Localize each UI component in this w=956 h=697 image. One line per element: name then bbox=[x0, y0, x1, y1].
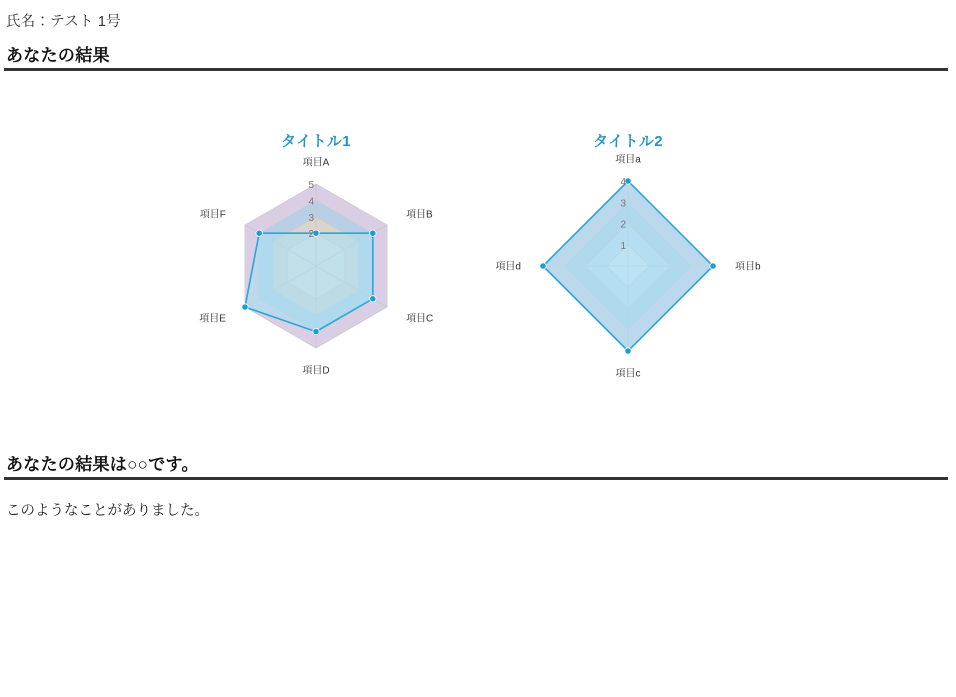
conclusion-title: あなたの結果は○○です。 bbox=[6, 455, 199, 474]
svg-text:3: 3 bbox=[620, 198, 626, 210]
page-title: あなたの結果 bbox=[6, 46, 110, 65]
divider-bottom bbox=[4, 477, 948, 480]
svg-text:項目B: 項目B bbox=[406, 209, 433, 221]
chart-1-canvas bbox=[156, 148, 476, 398]
svg-text:項目b: 項目b bbox=[735, 261, 761, 273]
chart-1-title: タイトル1 bbox=[280, 133, 352, 150]
svg-text:5: 5 bbox=[308, 180, 314, 191]
svg-text:項目F: 項目F bbox=[199, 209, 226, 221]
conclusion-body: このようなことがありました。 bbox=[6, 503, 209, 519]
divider-top bbox=[4, 68, 948, 71]
svg-text:4: 4 bbox=[620, 177, 626, 188]
svg-text:4: 4 bbox=[308, 196, 314, 208]
svg-text:項目E: 項目E bbox=[199, 313, 226, 325]
svg-text:2: 2 bbox=[308, 229, 314, 241]
svg-text:項目c: 項目c bbox=[615, 368, 641, 380]
svg-text:1: 1 bbox=[620, 240, 626, 252]
svg-text:項目D: 項目D bbox=[302, 365, 330, 377]
chart-2-title: タイトル2 bbox=[592, 133, 664, 150]
svg-text:項目A: 項目A bbox=[302, 157, 330, 169]
svg-text:項目a: 項目a bbox=[615, 154, 641, 166]
participant-name: 氏名：テスト 1号 bbox=[6, 14, 121, 30]
radar-chart-2 bbox=[468, 120, 788, 400]
svg-text:3: 3 bbox=[308, 212, 314, 224]
svg-text:2: 2 bbox=[620, 219, 626, 231]
radar-chart-1 bbox=[156, 120, 476, 400]
svg-text:項目C: 項目C bbox=[406, 313, 434, 325]
charts-container bbox=[0, 120, 956, 400]
svg-text:項目d: 項目d bbox=[495, 261, 521, 273]
chart-2-canvas bbox=[468, 148, 788, 398]
